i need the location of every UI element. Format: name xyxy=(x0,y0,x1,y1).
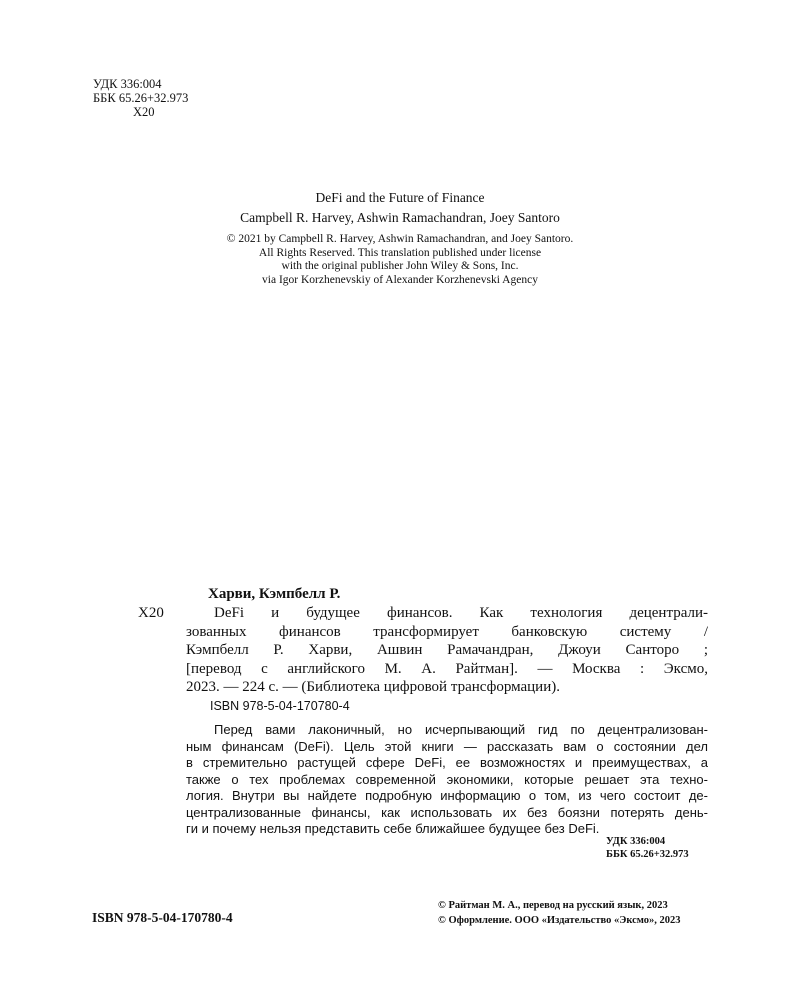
copyright-line: © Оформление. ООО «Издательство «Эксмо», 2023 xyxy=(438,915,681,926)
copyright-line: All Rights Reserved. This translation published under license xyxy=(258,246,542,259)
description-line: 2023. — 224 с. — (Библиотека цифровой трансформации). xyxy=(186,679,560,695)
footer-copyrights xyxy=(438,898,681,928)
original-copyright xyxy=(0,233,800,287)
catalog-author-mark: Х20 xyxy=(138,605,164,621)
copyright-line: with the original publisher John Wiley & Sons, Inc. xyxy=(281,260,519,272)
annotation-line: ным финансам (DeFi). Цель этой книги — рассказать вам о состоянии дел xyxy=(186,738,708,754)
description-line: [перевод с английского М. А. Райтман]. — Москва : Эксмо, xyxy=(186,660,708,677)
copyright-line: via Igor Korzhenevskiy of Alexander Korzhenevski Agency xyxy=(262,273,538,286)
original-title: DeFi and the Future of Finance xyxy=(315,190,485,205)
annotation-line: Перед вами лаконичный, но исчерпывающий гид по децентрализован- xyxy=(214,722,708,737)
catalog-classification-codes xyxy=(606,836,689,861)
description-line: зованных финансов трансформирует банковскую систему / xyxy=(186,623,708,640)
annotation-line: также о тех проблемах современной экономики, которые решает эта техно- xyxy=(186,771,708,787)
description-line: Кэмпбелл Р. Харви, Ашвин Рамачандран, Джоуи Санторо ; xyxy=(186,642,708,658)
top-classification-codes xyxy=(93,77,188,119)
bbk-code: ББК 65.26+32.973 xyxy=(93,91,189,105)
annotation-line: централизованные финансы, как использовать их без боязни потерять день- xyxy=(186,804,708,820)
annotation-line: ги и почему нельзя представить себе ближайшее будущее без DeFi. xyxy=(186,821,600,836)
udk-code: УДК 336:004 xyxy=(93,77,162,91)
original-authors: Campbell R. Harvey, Ashwin Ramachandran, Joey Santoro xyxy=(240,210,560,225)
author-mark: Х20 xyxy=(133,105,155,119)
annotation xyxy=(186,722,708,838)
catalog-isbn: ISBN 978-5-04-170780-4 xyxy=(210,699,350,713)
footer-isbn: ISBN 978-5-04-170780-4 xyxy=(92,910,233,925)
catalog-description xyxy=(186,604,708,697)
annotation-line: в стремительно растущей сфере DeFi, ее возможностях и преимуществах, а xyxy=(186,755,708,770)
copyright-line: © Райтман М. А., перевод на русский язык, 2023 xyxy=(438,900,668,911)
copyright-line: © 2021 by Campbell R. Harvey, Ashwin Ramachandran, and Joey Santoro. xyxy=(226,233,574,245)
bbk-code: ББК 65.26+32.973 xyxy=(606,848,689,860)
udk-code: УДК 336:004 xyxy=(606,836,666,847)
annotation-line: логия. Внутри вы найдете подробную информацию о том, из чего состоит де- xyxy=(186,788,708,803)
catalog-author-heading: Харви, Кэмпбелл Р. xyxy=(208,586,341,602)
description-line: DeFi и будущее финансов. Как технология децентрали- xyxy=(214,605,708,621)
